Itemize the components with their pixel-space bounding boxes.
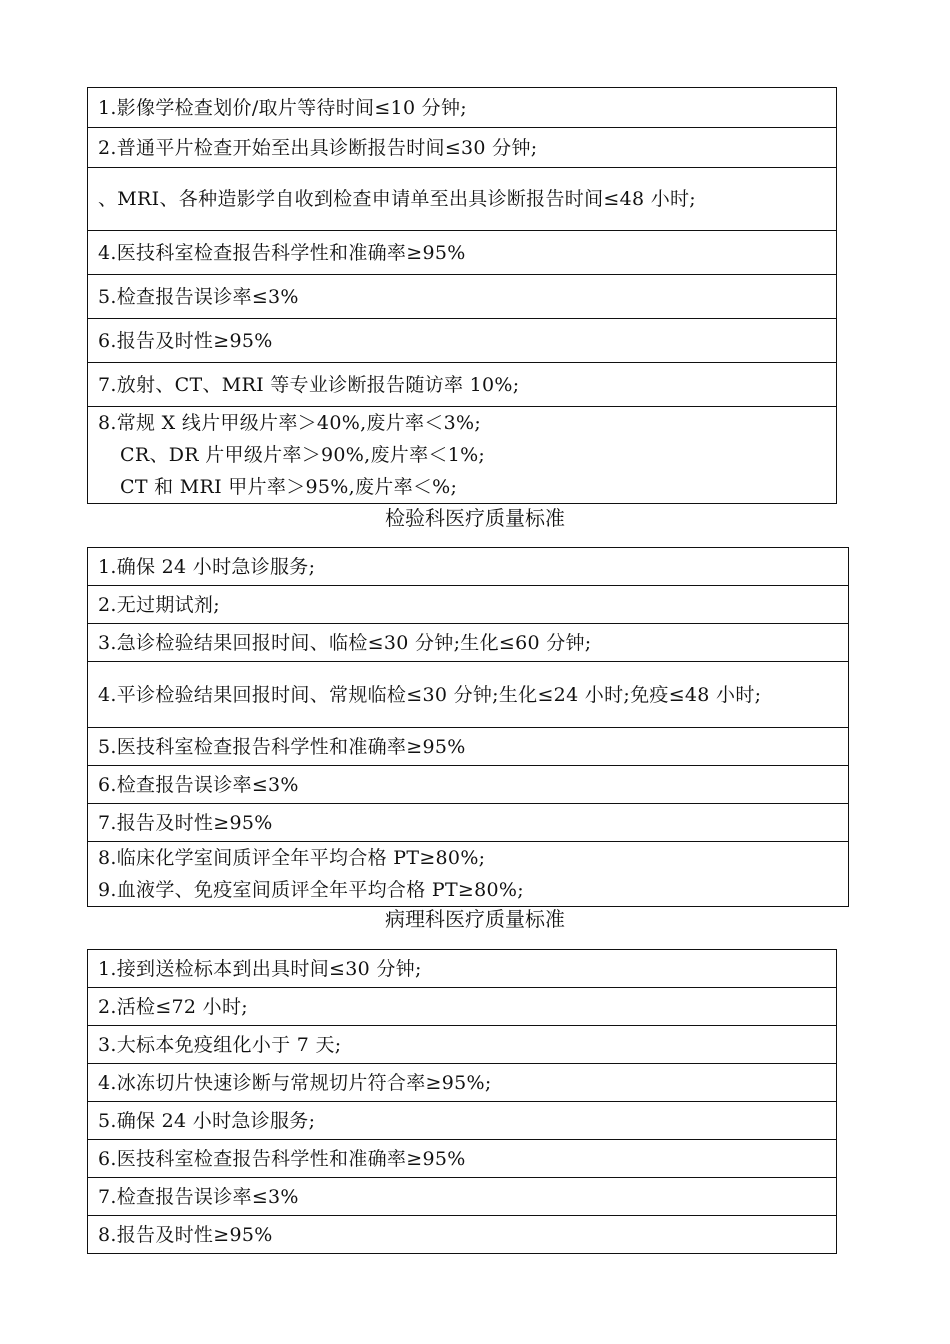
standard-text: 1.确保 24 小时急诊服务; [98, 555, 316, 578]
standard-text: 3.急诊检验结果回报时间、临检≤30 分钟;生化≤60 分钟; [98, 631, 592, 654]
table-cell [88, 950, 837, 988]
standard-text: 4.冰冻切片快速诊断与常规切片符合率≥95%; [98, 1071, 492, 1094]
table-cell [88, 586, 849, 624]
table-row [88, 842, 849, 907]
table-cell [88, 88, 837, 128]
table-row [88, 548, 849, 586]
table-cell [88, 766, 849, 804]
standard-text: 8.报告及时性≥95% [98, 1223, 273, 1246]
table-row [88, 1140, 837, 1178]
table-cell [88, 275, 837, 319]
standard-text: 6.检查报告误诊率≤3% [98, 773, 299, 796]
table-row [88, 766, 849, 804]
table-cell [88, 1026, 837, 1064]
table-row [88, 231, 837, 275]
table-row [88, 275, 837, 319]
table-cell [88, 407, 837, 504]
pathology-standards-table [87, 949, 837, 1254]
table-row [88, 1216, 837, 1254]
table-cell [88, 988, 837, 1026]
table-row [88, 804, 849, 842]
table-row [88, 1026, 837, 1064]
table-cell [88, 231, 837, 275]
standard-text: 、MRI、各种造影学自收到检查申请单至出具诊断报告时间≤48 小时; [98, 188, 697, 210]
table-cell [88, 128, 837, 168]
standard-text: 3.大标本免疫组化小于 7 天; [98, 1033, 342, 1056]
table-row [88, 728, 849, 766]
standard-text: CR、DR 片甲级片率＞90%,废片率＜1%; [120, 444, 486, 466]
standard-text: 5.确保 24 小时急诊服务; [98, 1109, 316, 1132]
table-cell [88, 1064, 837, 1102]
standard-text: 2.无过期试剂; [98, 593, 220, 616]
standard-text: 7.放射、CT、MRI 等专业诊断报告随访率 10%; [98, 373, 520, 396]
lab-standards-table [87, 547, 849, 907]
table-row [88, 662, 849, 728]
table-row [88, 168, 837, 231]
table-row [88, 363, 837, 407]
standard-text: 4.平诊检验结果回报时间、常规临检≤30 分钟;生化≤24 小时;免疫≤48 小时; [98, 683, 762, 706]
table-cell [88, 728, 849, 766]
standard-text: 5.医技科室检查报告科学性和准确率≥95% [98, 735, 466, 758]
standard-text: 7.报告及时性≥95% [98, 811, 273, 834]
table-cell [88, 624, 849, 662]
standard-text: 7.检查报告误诊率≤3% [98, 1185, 299, 1208]
table-cell [88, 1102, 837, 1140]
table-cell [88, 319, 837, 363]
standard-text: 2.普通平片检查开始至出具诊断报告时间≤30 分钟; [98, 136, 538, 159]
table-cell [88, 1216, 837, 1254]
table-row [88, 950, 837, 988]
standard-text: 6.报告及时性≥95% [98, 329, 273, 352]
table-row [88, 586, 849, 624]
table-row [88, 407, 837, 504]
table-row [88, 624, 849, 662]
standard-text: 2.活检≤72 小时; [98, 995, 248, 1018]
standard-text: 1.接到送检标本到出具时间≤30 分钟; [98, 957, 422, 980]
table-cell [88, 662, 849, 728]
standard-text: 6.医技科室检查报告科学性和准确率≥95% [98, 1147, 466, 1170]
lab-section-title: 检验科医疗质量标准 [385, 506, 565, 530]
table-cell [88, 363, 837, 407]
table-row [88, 88, 837, 128]
table-row [88, 1064, 837, 1102]
table-cell [88, 168, 837, 231]
standard-text: 4.医技科室检查报告科学性和准确率≥95% [98, 241, 466, 264]
table-cell [88, 1178, 837, 1216]
standard-text: 8.常规 X 线片甲级片率＞40%,废片率＜3%; [98, 412, 482, 434]
table-cell [88, 804, 849, 842]
table-cell [88, 548, 849, 586]
standard-text: 8.临床化学室间质评全年平均合格 PT≥80%; [98, 847, 486, 869]
standard-text: 9.血液学、免疫室间质评全年平均合格 PT≥80%; [98, 879, 524, 901]
table-row [88, 128, 837, 168]
standard-text: CT 和 MRI 甲片率＞95%,废片率＜%; [120, 476, 458, 498]
table-row [88, 319, 837, 363]
table-row [88, 988, 837, 1026]
table-row [88, 1102, 837, 1140]
pathology-section-title: 病理科医疗质量标准 [385, 907, 565, 931]
standard-text: 5.检查报告误诊率≤3% [98, 285, 299, 308]
standard-text: 1.影像学检查划价/取片等待时间≤10 分钟; [98, 96, 467, 119]
table-cell [88, 1140, 837, 1178]
imaging-standards-table [87, 87, 837, 504]
table-row [88, 1178, 837, 1216]
table-cell [88, 842, 849, 907]
